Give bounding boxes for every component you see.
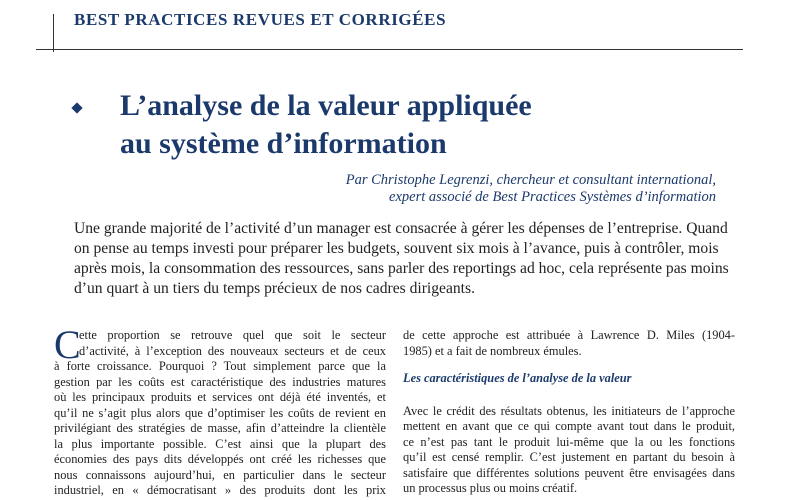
intro-line: Une grande majorité de l’activité d’un manager est consacrée à gérer les dépenses de l’entreprise. Quand: [74, 220, 728, 237]
body-line: nous connaissons aujourd’hui, en particulier dans le secteur: [54, 467, 386, 482]
body-line: gestion par les coûts est caractéristique des industries matures: [54, 374, 386, 389]
right-column: [403, 328, 735, 497]
body-line: de cette approche est attribuée à Lawrence D. Miles (1904-: [403, 328, 735, 342]
byline-line-2: [216, 189, 716, 206]
byline: [216, 172, 716, 206]
body-line: Avec le crédit des résultats obtenus, les initiateurs de l’approche: [403, 403, 735, 418]
body-line: économies des pays dits développés ont créé les richesses que: [54, 452, 386, 466]
title-line-2: au système d’information: [120, 127, 447, 160]
body-line: satisfaire que différentes solutions peuvent être envisagées dans: [403, 465, 735, 480]
body-line: où les principaux produits et services ont déjà été inventés, et: [54, 390, 386, 404]
body-line: mettent en avant que ce qui compte avant tout dans le produit,: [403, 419, 735, 433]
section-subheading: Les caractéristiques de l’analyse de la valeur: [403, 371, 632, 385]
body-line: ce n’est pas tant le produit lui-même que la ou les fonctions: [403, 434, 735, 449]
body-line: qu’il est censé remplir. C’est justement en partant du besoin à: [403, 450, 735, 464]
body-line: privilégiant des stratégies de masse, afin d’atteindre la clientèle: [54, 421, 386, 435]
diamond-bullet-icon: [71, 102, 82, 113]
body-line: industriel, en « démocratisant » des produits dont les prix: [54, 483, 386, 497]
intro-paragraph: [74, 219, 729, 299]
body-line: un processus plus ou moins créatif.: [403, 481, 578, 495]
vertical-rule: [53, 14, 54, 52]
drop-cap: C: [54, 322, 81, 367]
body-line: qu’il ne s’agit plus alors que d’optimiser les coûts de revient en: [54, 405, 386, 420]
intro-line: après mois, la consommation des ressources, sans parler des reportings ad hoc, cela représente pas moins: [74, 260, 729, 277]
horizontal-rule: [36, 49, 743, 50]
body-line: la plus importante possible. C’est ainsi que la plupart des: [54, 436, 386, 451]
section-header: BEST PRACTICES REVUES ET CORRIGÉES: [74, 10, 447, 29]
byline-prefix: expert associé de: [389, 189, 493, 205]
intro-line: on pense au temps investi pour préparer les budgets, souvent six mois à l’avance, puis à contrôler, mois: [74, 240, 719, 257]
title-line-1: L’analyse de la valeur appliquée: [120, 89, 532, 122]
intro-line: d’un quart à un tiers du temps précieux de nos cadres dirigeants.: [74, 280, 475, 297]
body-line: à forte croissance. Pourquoi ? Tout simplement parce que la: [54, 359, 386, 373]
byline-line-1: Par Christophe Legrenzi, chercheur et consultant international,: [345, 172, 716, 188]
left-column: [54, 322, 386, 499]
body-line: ette proportion se retrouve quel que soit le secteur: [79, 328, 386, 342]
byline-publication: Best Practices Systèmes d’information: [492, 189, 716, 205]
article-title: [120, 87, 680, 163]
body-line: d’activité, à l’exception des nouveaux secteurs et de ceux: [79, 343, 386, 358]
body-line: 1985) et a fait de nombreux émules.: [403, 343, 582, 358]
